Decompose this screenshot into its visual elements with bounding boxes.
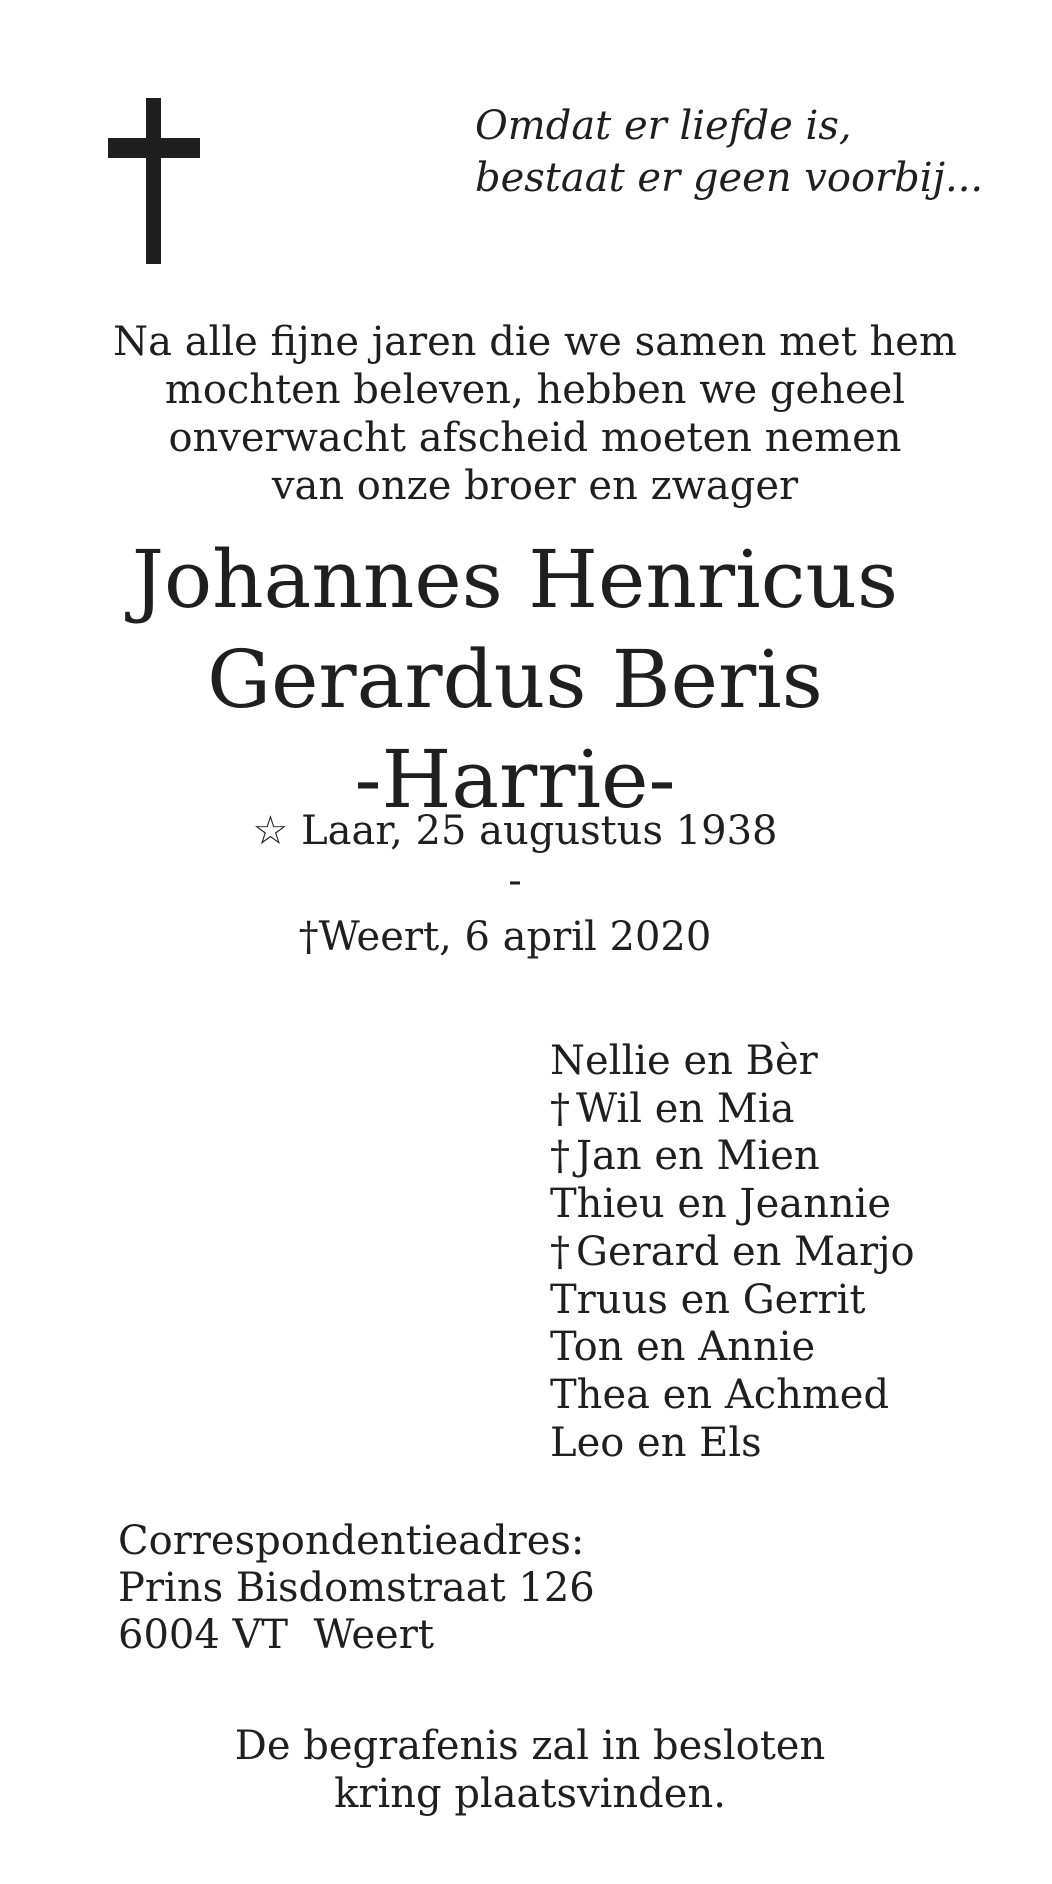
opening-quote — [475, 100, 1015, 204]
quote-line: bestaat er geen voorbij... — [475, 155, 984, 201]
family-member: † Wil en Mia — [550, 1085, 795, 1132]
funeral-line: De begrafenis zal in besloten — [234, 1723, 826, 1769]
intro-line: onverwacht afscheid moeten nemen — [168, 415, 902, 461]
family-list — [550, 1038, 1030, 1467]
family-member: Thea en Achmed — [550, 1371, 890, 1418]
correspondence-address — [118, 1518, 818, 1659]
family-member: Ton en Annie — [550, 1324, 816, 1371]
birth-text: Laar, 25 augustus 1938 — [301, 808, 778, 854]
name-line: Johannes Henricus — [131, 533, 899, 626]
intro-line: mochten beleven, hebben we geheel — [164, 367, 906, 413]
family-member: † Gerard en Marjo — [550, 1228, 915, 1275]
family-member: Thieu en Jeannie — [550, 1181, 892, 1228]
address-label: Correspondentieadres: — [118, 1518, 585, 1564]
quote-line: Omdat er liefde is, — [475, 103, 852, 149]
dagger-icon: † — [550, 1228, 570, 1275]
name-line: Gerardus Beris — [207, 633, 823, 726]
nickname: -Harrie- — [354, 733, 676, 826]
family-member: † Jan en Mien — [550, 1133, 820, 1180]
death-line — [20, 912, 1010, 962]
cross-icon — [108, 98, 200, 264]
funeral-line: kring plaatsvinden. — [334, 1771, 726, 1817]
date-separator: - — [508, 858, 522, 904]
intro-line: van onze broer en zwager — [271, 463, 799, 509]
family-member: Leo en Els — [550, 1419, 762, 1466]
address-street: Prins Bisdomstraat 126 — [118, 1565, 595, 1611]
star-icon: ☆ — [252, 808, 289, 854]
family-member: Truus en Gerrit — [550, 1276, 866, 1323]
death-text: Weert, 6 april 2020 — [318, 914, 712, 960]
dagger-icon: † — [298, 914, 319, 960]
birth-line — [20, 806, 1010, 856]
dagger-icon: † — [550, 1085, 570, 1132]
intro-line: Na alle fijne jaren die we samen met hem — [113, 319, 957, 365]
funeral-note — [60, 1722, 1000, 1818]
family-member: Nellie en Bèr — [550, 1038, 818, 1084]
deceased-name — [20, 530, 1010, 830]
intro-text — [60, 318, 1010, 510]
dagger-icon: † — [550, 1133, 570, 1180]
life-dates — [20, 806, 1010, 962]
address-city: 6004 VT Weert — [118, 1612, 434, 1658]
